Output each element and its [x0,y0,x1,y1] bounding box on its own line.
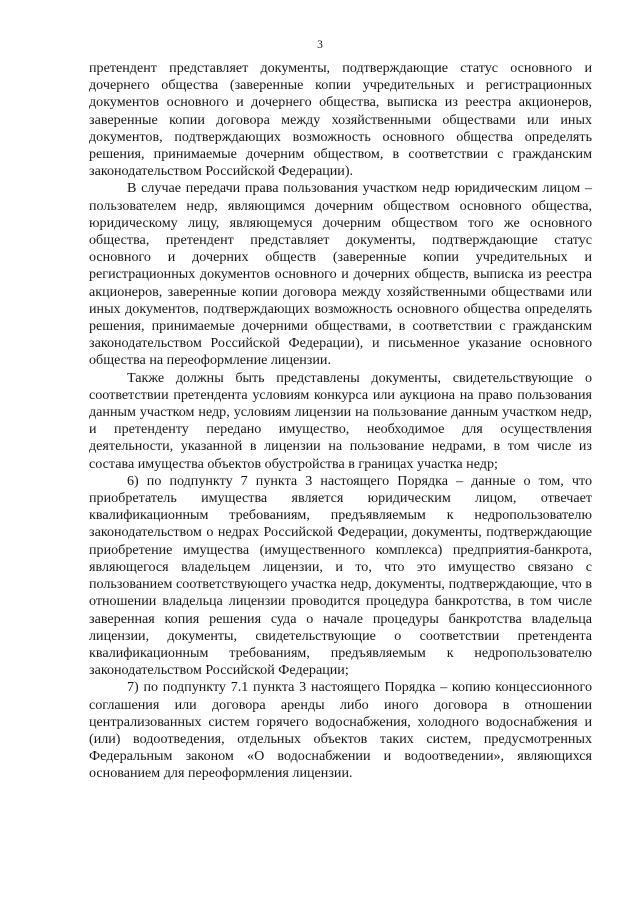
paragraph: В случае передачи права пользования участком недр юридическим лицом – пользователем недр, являющимся дочерним обществом основного общества, юридическому лицу, являющемуся дочерним обществом того же основного общества, претендент представляет документы, подтверждающие статус основного и дочерних обществ (заверенные копии учредительных и регистрационных документов основного и дочерних обществ, выписка из реестра акционеров, заверенные копии договора между хозяйственными обществами или иных документов, подтверждающих возможность основного общества определять решения, принимаемые дочерними обществами, в соответствии с гражданским законодательством Российской Федерации), и письменное указание основного общества на переоформление лицензии. [89,180,592,369]
paragraph: 6) по подпункту 7 пункта 3 настоящего Порядка – данные о том, что приобретатель имущества является юридическим лицом, отвечает квалификационным требованиям, предъявляемым к недропользователю законодательством о недрах Российской Федерации, документы, подтверждающие приобретение имущества (имущественного комплекса) предприятия-банкрота, являющегося владельцем лицензии, и то, что это имущество связано с пользованием соответствующего участка недр, документы, подтверждающие, что в отношении владельца лицензии проводится процедура банкротства, в том числе заверенная копия решения суда о начале процедуры банкротства владельца лицензии, документы, свидетельствующие о соответствии претендента квалификационным требованиям, предъявляемым к недропользователю законодательством Российской Федерации; [89,472,592,679]
page-number: 3 [317,39,323,51]
document-body [89,60,592,783]
paragraph: претендент представляет документы, подтверждающие статус основного и дочернего общества (заверенные копии учредительных и регистрационных документов основного и дочернего общества, выписка из реестра акционеров, заверенные копии договора между хозяйственными обществами или иных документов, подтверждающих возможность основного общества определять решения, принимаемые дочерним обществом, в соответствии с гражданским законодательством Российской Федерации). [89,60,592,180]
paragraph: 7) по подпункту 7.1 пункта 3 настоящего Порядка – копию концессионного соглашения или договора аренды либо иного договора в отношении централизованных систем горячего водоснабжения, холодного водоснабжения и (или) водоотведения, отдельных объектов таких систем, предусмотренных Федеральным законом «О водоснабжении и водоотведении», являющихся основанием для переоформления лицензии. [89,679,592,782]
paragraph: Также должны быть представлены документы, свидетельствующие о соответствии претендента условиям конкурса или аукциона на право пользования данным участком недр, условиям лицензии на пользование данным участком недр, и претенденту передано имущество, необходимое для осуществления деятельности, указанной в лицензии на пользование недрами, в том числе из состава имущества объектов обустройства в границах участка недр; [89,369,592,472]
